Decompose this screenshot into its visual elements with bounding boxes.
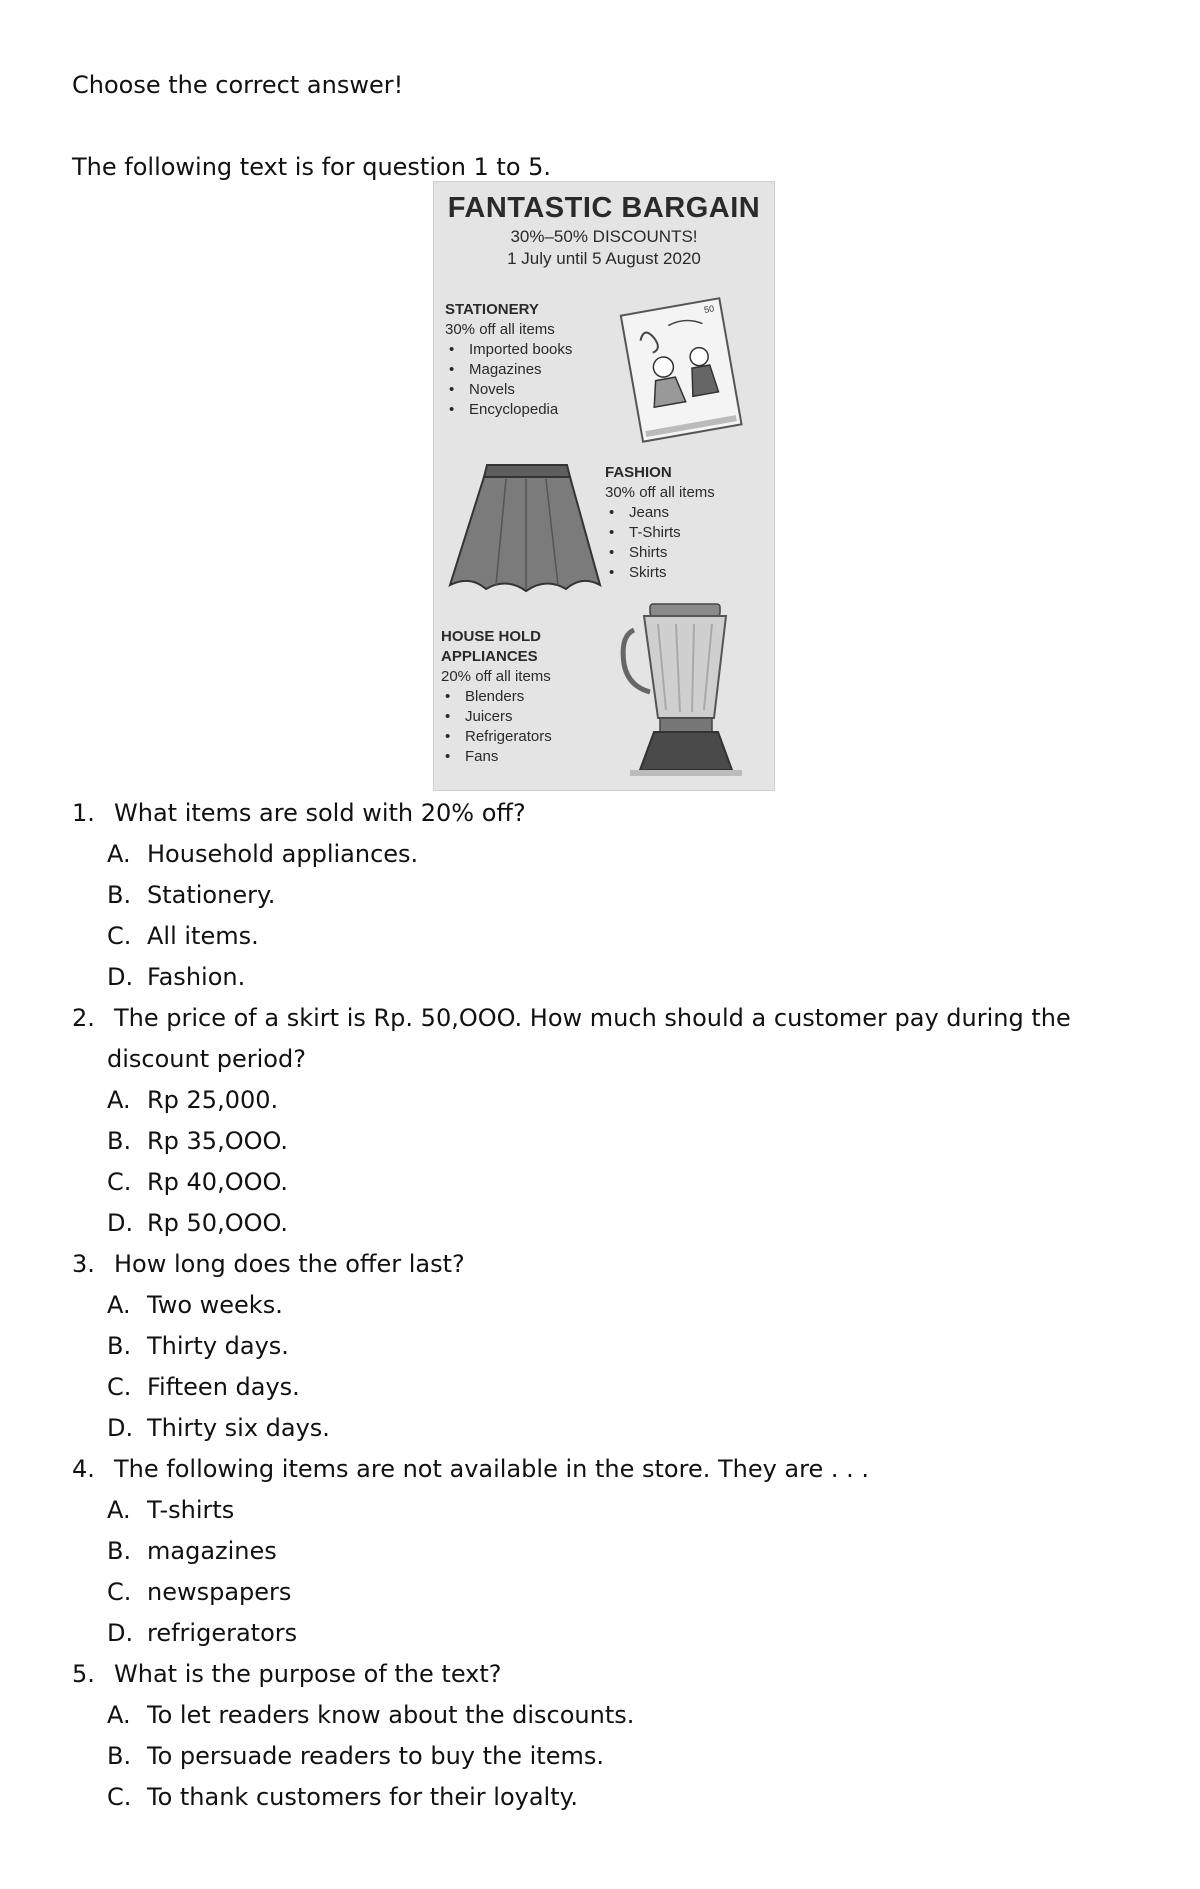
option-2a <box>107 1085 278 1115</box>
household-item: • Juicers <box>441 707 552 727</box>
option-text: Household appliances. <box>147 840 419 868</box>
option-text: Two weeks. <box>147 1291 283 1319</box>
option-2c <box>107 1167 288 1197</box>
option-letter: A. <box>107 1496 131 1524</box>
stationery-heading: STATIONERY <box>445 301 539 318</box>
ad-subtitle: 30%–50% DISCOUNTS! <box>510 227 698 246</box>
option-letter: B. <box>107 1742 132 1770</box>
fashion-item: • T-Shirts <box>605 523 715 543</box>
advertisement-flyer <box>433 181 775 791</box>
option-4a <box>107 1495 234 1525</box>
option-letter: B. <box>107 1127 132 1155</box>
option-5a <box>107 1700 634 1730</box>
option-4b <box>107 1536 277 1566</box>
option-letter: C. <box>107 1578 132 1606</box>
household-item: • Blenders <box>441 687 552 707</box>
question-5 <box>72 1659 502 1689</box>
household-item: • Refrigerators <box>441 727 552 747</box>
question-text: The following items are not available in the store. They are . . . <box>114 1455 870 1483</box>
household-section <box>441 627 552 767</box>
svg-text:50: 50 <box>703 303 715 316</box>
question-text: The price of a skirt is Rp. 50,OOO. How much should a customer pay during the <box>114 1004 1071 1032</box>
stationery-item: • Magazines <box>445 360 572 380</box>
option-text: magazines <box>147 1537 277 1565</box>
option-3c <box>107 1372 300 1402</box>
ad-dates: 1 July until 5 August 2020 <box>507 249 701 268</box>
option-letter: C. <box>107 922 132 950</box>
option-1b <box>107 880 275 910</box>
option-2d <box>107 1208 288 1238</box>
stationery-item: • Encyclopedia <box>445 400 572 420</box>
option-text: Fashion. <box>147 963 246 991</box>
option-letter: D. <box>107 1414 134 1442</box>
option-letter: B. <box>107 1537 132 1565</box>
option-text: T-shirts <box>147 1496 235 1524</box>
option-text: Thirty days. <box>147 1332 289 1360</box>
option-2b <box>107 1126 288 1156</box>
option-text: To thank customers for their loyalty. <box>147 1783 579 1811</box>
option-letter: C. <box>107 1783 132 1811</box>
question-text: What is the purpose of the text? <box>114 1660 502 1688</box>
option-letter: B. <box>107 1332 132 1360</box>
option-5b <box>107 1741 604 1771</box>
household-heading: APPLIANCES <box>441 648 538 665</box>
option-letter: A. <box>107 1291 131 1319</box>
option-letter: C. <box>107 1373 132 1401</box>
option-1d <box>107 962 245 992</box>
blender-icon <box>614 600 754 780</box>
question-text: How long does the offer last? <box>114 1250 465 1278</box>
option-text: To persuade readers to buy the items. <box>147 1742 604 1770</box>
option-letter: A. <box>107 1701 131 1729</box>
option-letter: C. <box>107 1168 132 1196</box>
option-text: refrigerators <box>147 1619 298 1647</box>
fashion-offer: 30% off all items <box>605 484 715 501</box>
fashion-heading: FASHION <box>605 464 672 481</box>
question-number: 1. <box>72 799 95 827</box>
question-text: What items are sold with 20% off? <box>114 799 526 827</box>
option-text: Rp 40,OOO. <box>147 1168 289 1196</box>
intro-text: The following text is for question 1 to 5. <box>72 153 552 181</box>
option-letter: D. <box>107 1619 134 1647</box>
fashion-item: • Jeans <box>605 503 715 523</box>
stationery-offer: 30% off all items <box>445 321 555 338</box>
question-2-continuation: discount period? <box>107 1045 306 1073</box>
option-1a <box>107 839 418 869</box>
question-3 <box>72 1249 465 1279</box>
option-text: Rp 25,000. <box>147 1086 279 1114</box>
option-4c <box>107 1577 291 1607</box>
option-text: To let readers know about the discounts. <box>147 1701 635 1729</box>
question-number: 4. <box>72 1455 95 1483</box>
option-letter: D. <box>107 963 134 991</box>
instruction: Choose the correct answer! <box>72 71 404 99</box>
household-offer: 20% off all items <box>441 668 551 685</box>
household-heading: HOUSE HOLD <box>441 628 542 645</box>
option-letter: A. <box>107 840 131 868</box>
question-1 <box>72 798 526 828</box>
magazine-cover-icon <box>606 294 756 444</box>
fashion-section <box>605 463 715 583</box>
option-5c <box>107 1782 578 1812</box>
fashion-item: • Skirts <box>605 563 715 583</box>
option-letter: A. <box>107 1086 131 1114</box>
question-number: 2. <box>72 1004 95 1032</box>
question-number: 5. <box>72 1660 95 1688</box>
option-letter: D. <box>107 1209 134 1237</box>
skirt-icon <box>442 457 607 607</box>
option-text: All items. <box>147 922 259 950</box>
option-text: Rp 35,OOO. <box>147 1127 289 1155</box>
option-3b <box>107 1331 289 1361</box>
option-text: Fifteen days. <box>147 1373 300 1401</box>
question-number: 3. <box>72 1250 95 1278</box>
fashion-item: • Shirts <box>605 543 715 563</box>
option-text: newspapers <box>147 1578 292 1606</box>
option-3d <box>107 1413 330 1443</box>
option-text: Thirty six days. <box>147 1414 330 1442</box>
option-4d <box>107 1618 297 1648</box>
question-4 <box>72 1454 869 1484</box>
stationery-item: • Novels <box>445 380 572 400</box>
option-letter: B. <box>107 881 132 909</box>
stationery-section <box>445 300 572 420</box>
household-item: • Fans <box>441 747 552 767</box>
option-text: Stationery. <box>147 881 276 909</box>
question-2 <box>72 1003 1071 1033</box>
option-3a <box>107 1290 283 1320</box>
stationery-item: • Imported books <box>445 340 572 360</box>
ad-title: FANTASTIC BARGAIN <box>447 192 761 224</box>
option-text: Rp 50,OOO. <box>147 1209 289 1237</box>
option-1c <box>107 921 259 951</box>
